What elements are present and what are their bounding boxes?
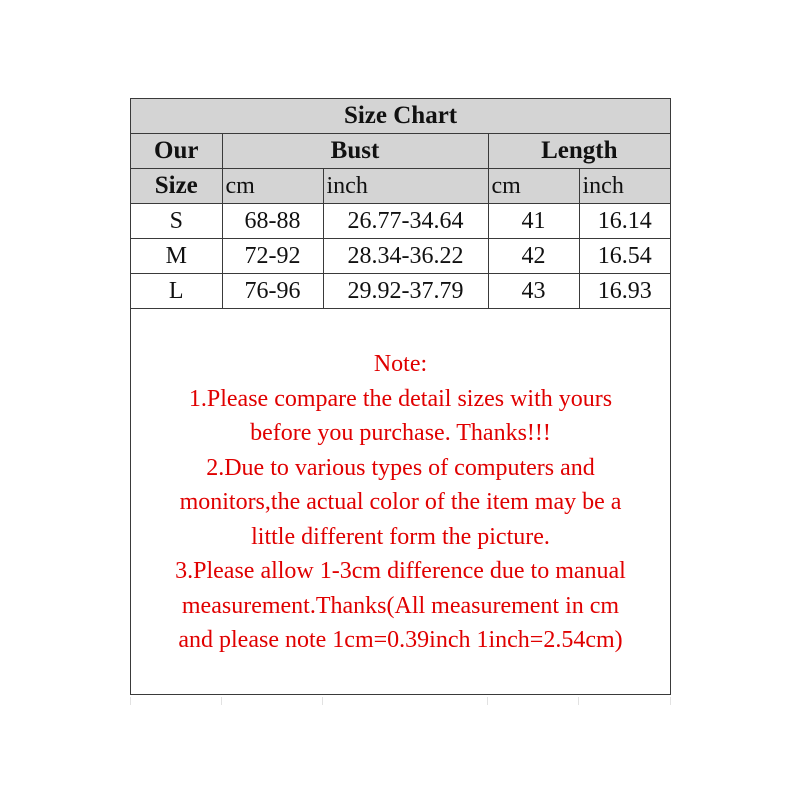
note-line: and please note 1cm=0.39inch 1inch=2.54cm) [178,627,623,653]
bust-header: Bust [222,134,488,169]
bust-cm-cell: 68-88 [222,204,323,239]
table-title: Size Chart [131,99,670,134]
bust-inch-cell: 28.34-36.22 [323,239,488,274]
length-inch-cell: 16.14 [579,204,670,239]
table-row [131,204,670,239]
note-line: 1.Please compare the detail sizes with yours [188,385,613,412]
size-cell: M [131,239,222,274]
size-header-top: Our [131,134,222,169]
size-header-bottom: Size [131,169,222,204]
note-line: before you purchase. Thanks!!! [250,420,551,446]
header-row [131,134,670,169]
grid-line [130,697,131,705]
length-cm-cell: 42 [488,239,579,274]
bust-inch-unit: inch [323,169,488,204]
bust-cm-cell: 72-92 [222,239,323,274]
size-cell: L [131,274,222,309]
grid-line [322,697,323,705]
grid-line [487,697,488,705]
bust-cm-unit: cm [222,169,323,204]
note-heading: Note: [373,351,428,377]
note-line: measurement.Thanks(All measurement in cm [181,592,620,619]
grid-line [221,697,222,705]
size-cell: S [131,204,222,239]
length-inch-cell: 16.93 [579,274,670,309]
table-row [131,239,670,274]
length-inch-unit: inch [579,169,670,204]
length-cm-cell: 43 [488,274,579,309]
length-inch-cell: 16.54 [579,239,670,274]
bust-cm-cell: 76-96 [222,274,323,309]
length-cm-unit: cm [488,169,579,204]
grid-line [578,697,579,705]
note-line: 2.Due to various types of computers and [206,454,595,481]
note-line: monitors,the actual color of the item may be a [179,489,622,515]
note-line: 3.Please allow 1-3cm difference due to manual [175,558,626,584]
title-row [131,99,670,134]
note-line: little different form the picture. [251,523,550,550]
size-chart [130,98,671,695]
table-row [131,274,670,309]
bust-inch-cell: 26.77-34.64 [323,204,488,239]
length-cm-cell: 41 [488,204,579,239]
unit-row [131,169,670,204]
grid-line [670,697,671,705]
length-header: Length [488,134,670,169]
size-table [131,99,670,309]
bust-inch-cell: 29.92-37.79 [323,274,488,309]
note-block [131,347,670,658]
